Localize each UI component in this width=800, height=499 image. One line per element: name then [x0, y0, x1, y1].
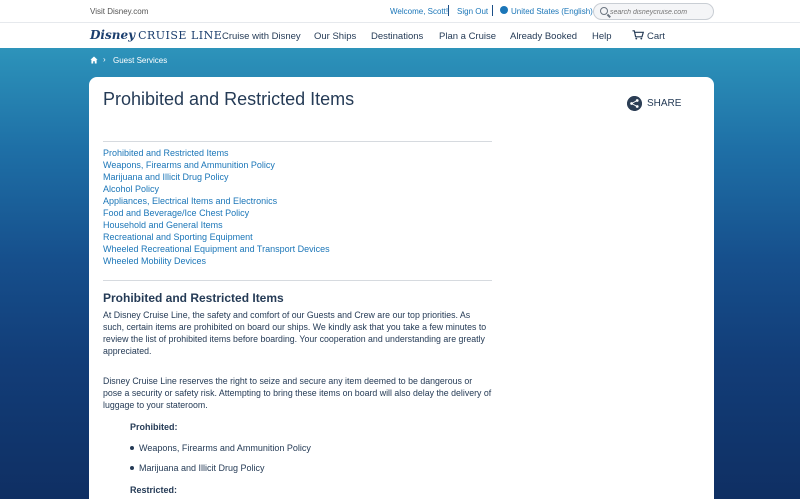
share-icon [627, 96, 642, 111]
prohibited-list-item [130, 443, 311, 453]
globe-icon [500, 6, 508, 14]
breadcrumb-guest-services[interactable]: Guest Services [113, 56, 168, 65]
policy-link[interactable]: Food and Beverage/Ice Chest Policy [103, 208, 250, 218]
divider [492, 5, 493, 16]
page-title: Prohibited and Restricted Items [103, 89, 355, 109]
restricted-label: Restricted: [130, 485, 178, 495]
logo-disney-text: Disney [90, 28, 136, 42]
divider [448, 5, 449, 16]
divider [103, 280, 492, 281]
prohibited-item-text: Weapons, Firearms and Ammunition Policy [139, 443, 311, 453]
policy-link[interactable]: Wheeled Mobility Devices [103, 256, 207, 266]
search-icon[interactable] [600, 7, 608, 15]
logo-cruise-line-text: CRUISE LINE [138, 29, 223, 42]
intro-paragraph: At Disney Cruise Line, the safety and comfort of our Guests and Crew are our top priorities. As such, certain items are prohibited on board our ships. We kindly ask that you take a few minutes to review the list of prohibited items before boarding. Your cooperation and understanding are greatly appreciated. [103, 310, 487, 356]
bullet-icon [130, 446, 134, 450]
policy-link[interactable]: Wheeled Recreational Equipment and Transport Devices [103, 244, 330, 254]
sign-out-link[interactable]: Sign Out [457, 7, 489, 16]
visit-disney-link[interactable]: Visit Disney.com [90, 7, 149, 16]
share-label: SHARE [647, 98, 682, 109]
policy-link[interactable]: Recreational and Sporting Equipment [103, 232, 253, 242]
policy-link[interactable]: Household and General Items [103, 220, 223, 230]
nav-our-ships[interactable]: Our Ships [314, 31, 357, 42]
disney-cruise-line-logo[interactable] [90, 26, 222, 44]
section-heading: Prohibited and Restricted Items [103, 291, 284, 305]
policy-paragraph: Disney Cruise Line reserves the right to seize and secure any item deemed to be dangerous or pose a security or safety risk. Attempting to bring these items on board will also delay the delivery of luggage to your stateroom. [103, 376, 492, 410]
policy-link[interactable]: Prohibited and Restricted Items [103, 148, 229, 158]
cart-icon[interactable] [632, 30, 644, 40]
home-icon[interactable] [90, 56, 98, 64]
search-input[interactable] [610, 6, 710, 18]
divider [103, 141, 492, 142]
region-selector[interactable]: United States (English) [511, 7, 593, 16]
prohibited-list-item [130, 463, 265, 473]
chevron-right-icon: › [103, 55, 106, 64]
nav-cruise-with-disney[interactable]: Cruise with Disney [222, 31, 301, 42]
policy-link[interactable]: Weapons, Firearms and Ammunition Policy [103, 160, 275, 170]
main-nav [0, 22, 800, 48]
utility-bar [0, 0, 800, 22]
prohibited-label: Prohibited: [130, 422, 178, 432]
nav-plan-a-cruise[interactable]: Plan a Cruise [439, 31, 497, 42]
policy-link[interactable]: Alcohol Policy [103, 184, 160, 194]
policy-link[interactable]: Appliances, Electrical Items and Electronics [103, 196, 278, 206]
nav-help[interactable]: Help [592, 31, 612, 42]
bullet-icon [130, 466, 134, 470]
prohibited-item-text: Marijuana and Illicit Drug Policy [139, 463, 265, 473]
content-card [89, 77, 714, 499]
welcome-user-link[interactable]: Welcome, Scott! [390, 7, 449, 16]
search-box[interactable] [593, 3, 714, 20]
policy-links-list [103, 147, 330, 267]
nav-cart[interactable]: Cart [647, 31, 665, 42]
nav-destinations[interactable]: Destinations [371, 31, 424, 42]
nav-already-booked[interactable]: Already Booked [510, 31, 578, 42]
policy-link[interactable]: Marijuana and Illicit Drug Policy [103, 172, 229, 182]
